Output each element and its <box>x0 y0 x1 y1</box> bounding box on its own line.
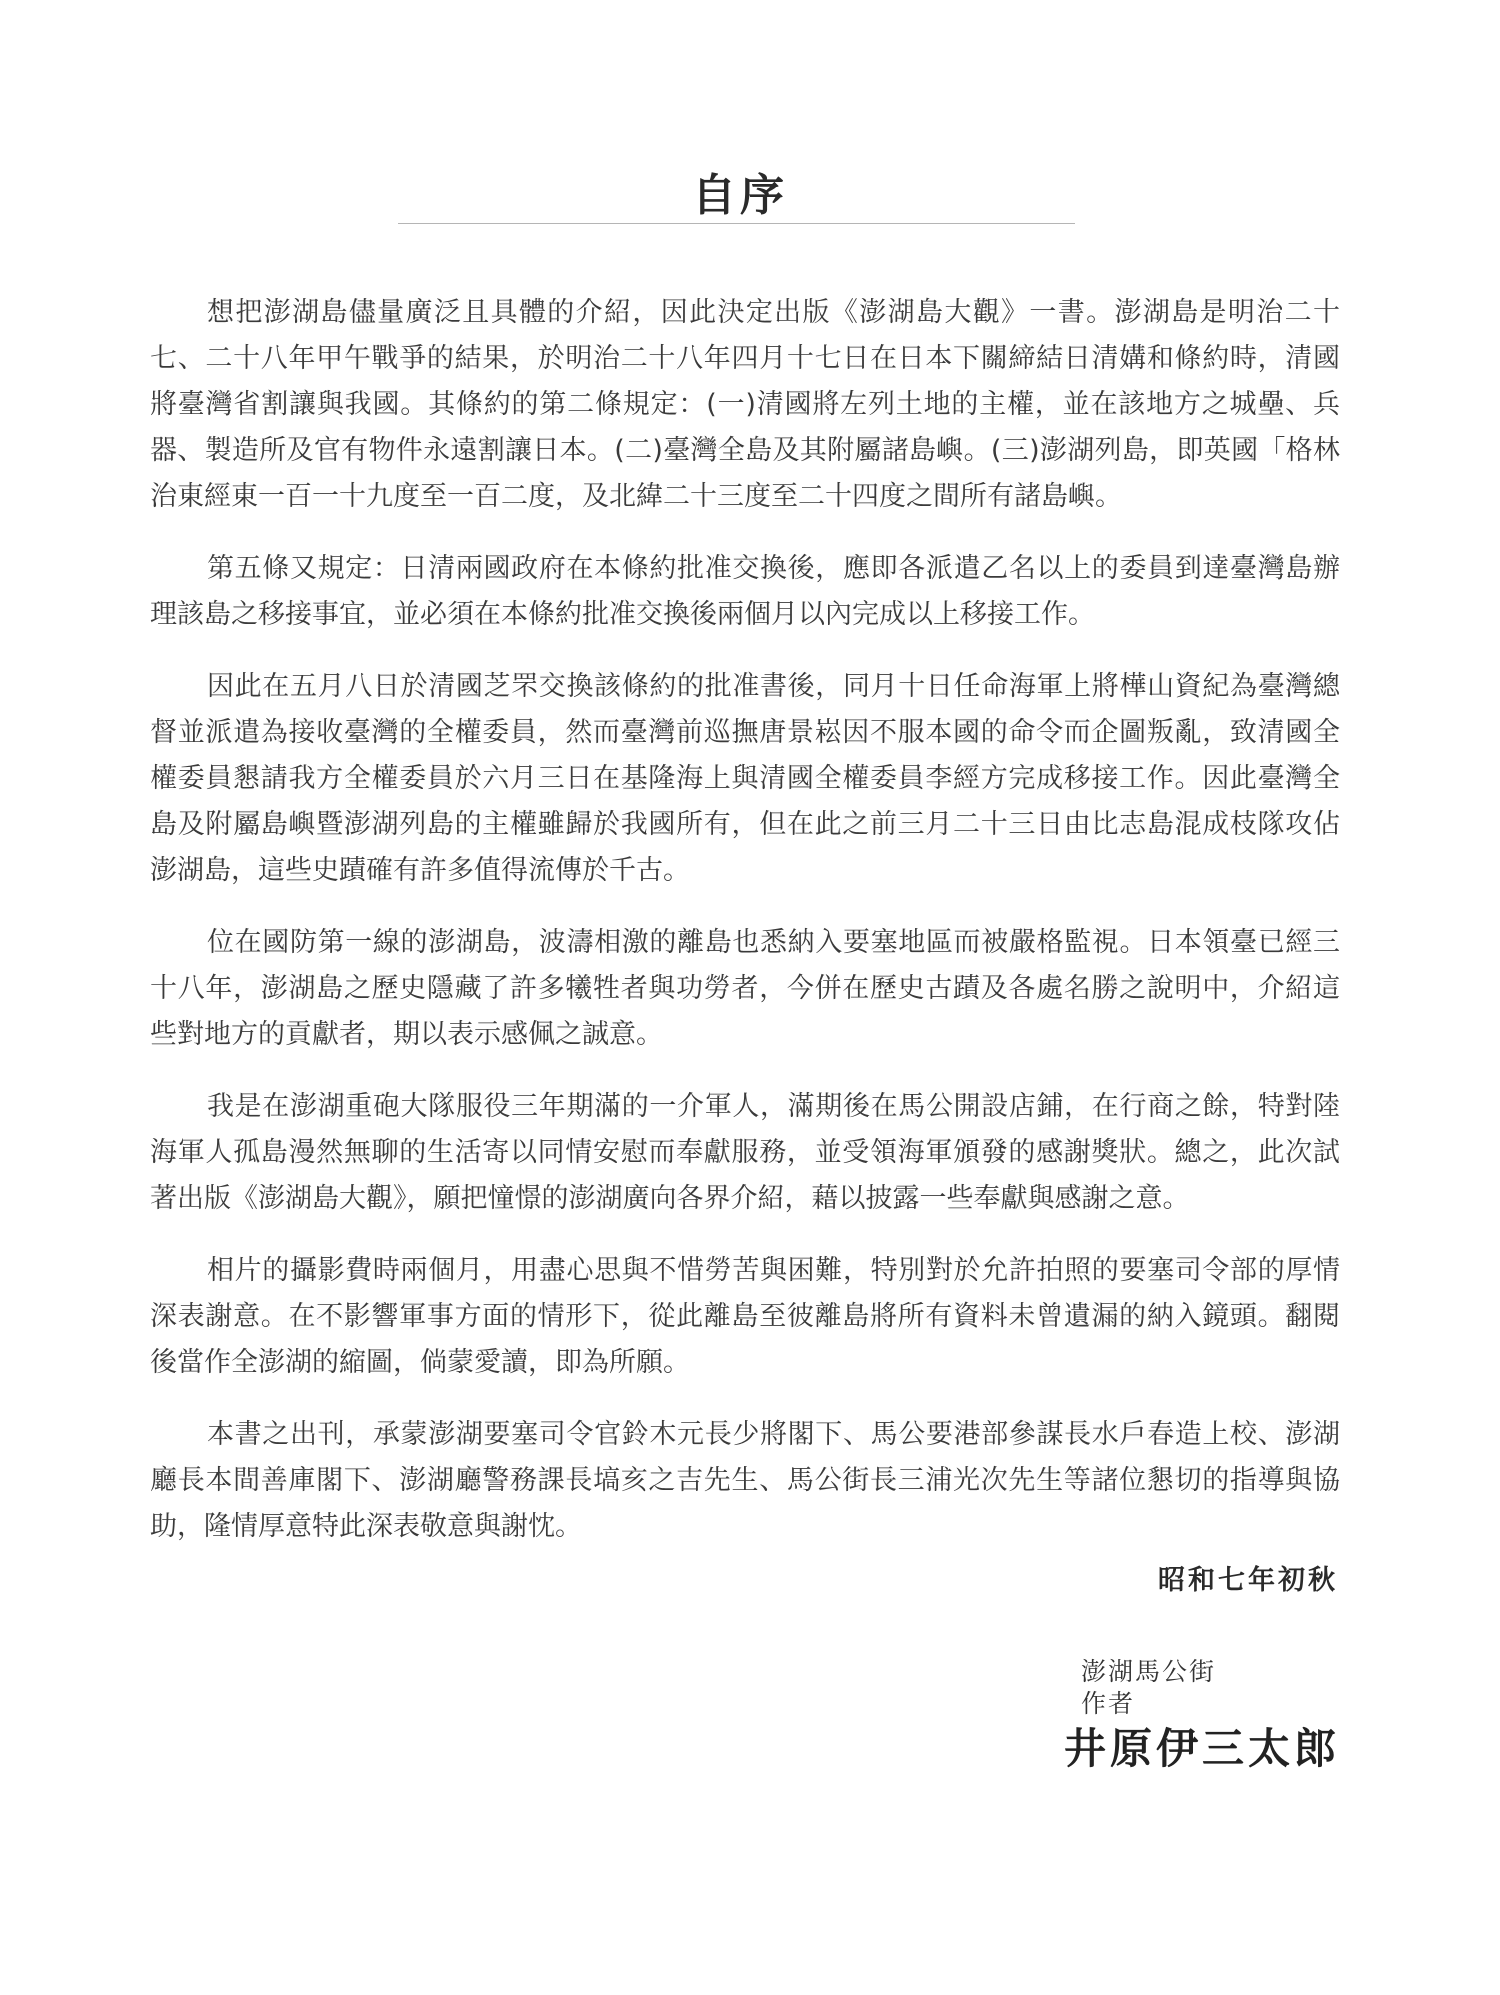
paragraph-line: 我是在澎湖重砲大隊服役三年期滿的一介軍人，滿期後在馬公開設店鋪，在行商之餘，特對陸 <box>207 1091 1340 1122</box>
preface-body <box>150 290 1340 1576</box>
paragraph-line: 因此在五月八日於清國芝罘交換該條約的批准書後，同月十日任命海軍上將樺山資紀為臺灣總 <box>207 671 1340 702</box>
paragraph-line: 相片的攝影費時兩個月，用盡心思與不惜勞苦與困難，特別對於允許拍照的要塞司令部的厚情 <box>207 1255 1340 1286</box>
paragraph-line: 廳長本間善庫閣下、澎湖廳警務課長塙亥之吉先生、馬公街長三浦光次先生等諸位懇切的指導與協 <box>150 1465 1340 1496</box>
paragraph-line: 本書之出刊，承蒙澎湖要塞司令官鈴木元長少將閣下、馬公要港部參謀長水戶春造上校、澎湖 <box>207 1419 1340 1450</box>
paragraph-line: 後當作全澎湖的縮圖，倘蒙愛讀，即為所願。 <box>150 1347 690 1378</box>
paragraph-line: 十八年，澎湖島之歷史隱藏了許多犧牲者與功勞者，今併在歷史古蹟及各處名勝之說明中，介紹這 <box>150 973 1340 1004</box>
paragraph-line: 海軍人孤島漫然無聊的生活寄以同情安慰而奉獻服務，並受領海軍頒發的感謝獎狀。總之，此次試 <box>150 1137 1340 1168</box>
paragraph-line: 權委員懇請我方全權委員於六月三日在基隆海上與清國全權委員李經方完成移接工作。因此臺灣全 <box>150 763 1340 794</box>
paragraph-line: 澎湖島，這些史蹟確有許多值得流傳於千古。 <box>150 855 690 886</box>
paragraph <box>150 546 1340 638</box>
paragraph <box>150 1084 1340 1222</box>
paragraph-line: 深表謝意。在不影響軍事方面的情形下，從此離島至彼離島將所有資料未曾遺漏的納入鏡頭。翻閱 <box>150 1301 1340 1332</box>
page-title: 自序 <box>692 170 788 222</box>
paragraph-line: 第五條又規定：日清兩國政府在本條約批准交換後，應即各派遣乙名以上的委員到達臺灣島辦 <box>207 553 1340 584</box>
paragraph-line: 理該島之移接事宜，並必須在本條約批准交換後兩個月以內完成以上移接工作。 <box>150 599 1095 630</box>
title-divider <box>398 223 1075 224</box>
paragraph-line: 器、製造所及官有物件永遠割讓日本。(二)臺灣全島及其附屬諸島嶼。(三)澎湖列島，即英國「格林 <box>150 435 1340 466</box>
paragraph <box>150 1248 1340 1386</box>
paragraph <box>150 1412 1340 1550</box>
paragraph-line: 督並派遣為接收臺灣的全權委員，然而臺灣前巡撫唐景崧因不服本國的命令而企圖叛亂，致清國全 <box>150 717 1340 748</box>
paragraph <box>150 290 1340 520</box>
paragraph <box>150 920 1340 1058</box>
paragraph-line: 想把澎湖島儘量廣泛且具體的介紹，因此決定出版《澎湖島大觀》一書。澎湖島是明治二十 <box>207 297 1340 328</box>
paragraph-line: 將臺灣省割讓與我國。其條約的第二條規定：(一)清國將左列土地的主權，並在該地方之城壘、兵 <box>150 389 1340 420</box>
paragraph-line: 著出版《澎湖島大觀》，願把憧憬的澎湖廣向各界介紹，藉以披露一些奉獻與感謝之意。 <box>150 1183 1190 1214</box>
signature-place: 澎湖馬公街 <box>1081 1657 1217 1686</box>
paragraph-line: 助，隆情厚意特此深表敬意與謝忱。 <box>150 1511 582 1542</box>
paragraph-line: 位在國防第一線的澎湖島，波濤相激的離島也悉納入要塞地區而被嚴格監視。日本領臺已經三 <box>207 927 1340 958</box>
paragraph-line: 七、二十八年甲午戰爭的結果，於明治二十八年四月十七日在日本下關締結日清媾和條約時，清國 <box>150 343 1340 374</box>
paragraph-line: 島及附屬島嶼暨澎湖列島的主權雖歸於我國所有，但在此之前三月二十三日由比志島混成枝隊攻佔 <box>150 809 1340 840</box>
paragraph <box>150 664 1340 894</box>
paragraph-line: 治東經東一百一十九度至一百二度，及北緯二十三度至二十四度之間所有諸島嶼。 <box>150 481 1122 512</box>
paragraph-line: 些對地方的貢獻者，期以表示感佩之誠意。 <box>150 1019 663 1050</box>
signature-author: 井原伊三太郎 <box>1063 1724 1340 1773</box>
signature-role: 作者 <box>1081 1689 1136 1718</box>
signature-date: 昭和七年初秋 <box>1158 1565 1338 1596</box>
